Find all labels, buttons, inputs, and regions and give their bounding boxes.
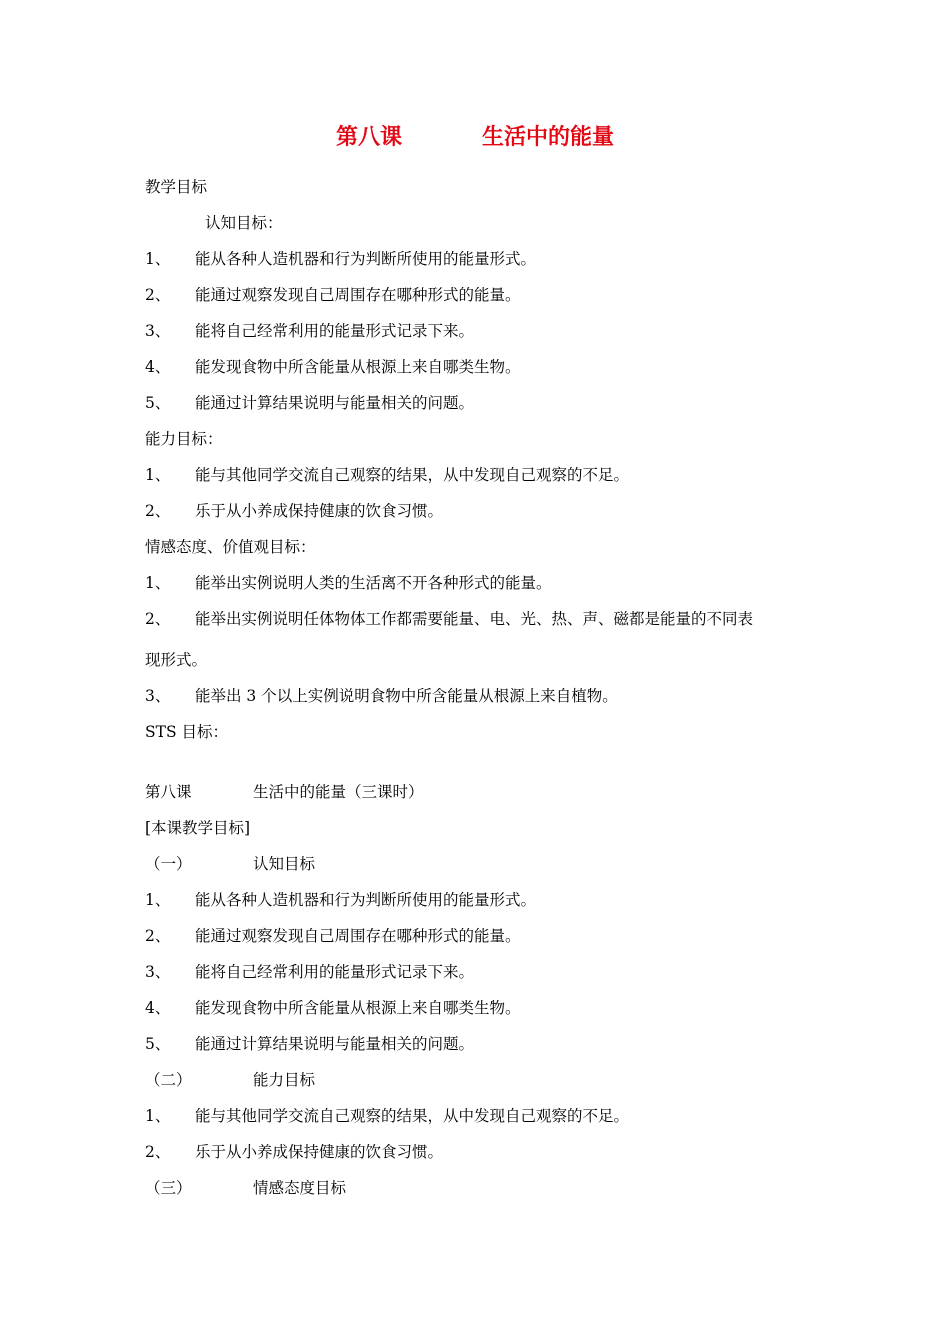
item-number: 2、: [145, 927, 171, 945]
item-number: 3、: [145, 963, 171, 981]
item-number: 5、: [145, 394, 171, 412]
ability-heading: 能力目标：: [145, 430, 223, 448]
lesson-number: 第八课: [145, 783, 192, 801]
lesson-goals-heading: [本课教学目标]: [145, 819, 251, 837]
item-number: 5、: [145, 1035, 171, 1053]
item-text: 能通过计算结果说明与能量相关的问题。: [195, 394, 475, 412]
list-item-continuation: 现形式。: [145, 651, 208, 669]
item-number: 4、: [145, 999, 171, 1017]
item-number: 3、: [145, 322, 171, 340]
item-number: 1、: [145, 574, 171, 592]
item-text: 能从各种人造机器和行为判断所使用的能量形式。: [195, 250, 537, 268]
section-number: （二）: [145, 1071, 192, 1089]
item-text: 乐于从小养成保持健康的饮食习惯。: [195, 502, 444, 520]
item-text: 能将自己经常利用的能量形式记录下来。: [195, 322, 475, 340]
item-text: 能与其他同学交流自己观察的结果，从中发现自己观察的不足。: [195, 1107, 630, 1125]
item-number: 2、: [145, 610, 171, 628]
section-number: （一）: [145, 855, 192, 873]
item-number: 1、: [145, 466, 171, 484]
page-title: [0, 120, 950, 154]
item-text: 能将自己经常利用的能量形式记录下来。: [195, 963, 475, 981]
item-number: 2、: [145, 1143, 171, 1161]
section-number: （三）: [145, 1179, 192, 1197]
cognitive-heading: 认知目标：: [205, 214, 283, 232]
sts-heading: STS 目标：: [145, 723, 229, 741]
goals-heading: 教学目标: [145, 178, 208, 196]
item-number: 1、: [145, 250, 171, 268]
section-title: 情感态度目标: [253, 1179, 347, 1197]
item-text: 能与其他同学交流自己观察的结果，从中发现自己观察的不足。: [195, 466, 630, 484]
item-text: 能发现食物中所含能量从根源上来自哪类生物。: [195, 358, 521, 376]
section-title: 能力目标: [253, 1071, 316, 1089]
item-number: 3、: [145, 687, 171, 705]
item-text: 能从各种人造机器和行为判断所使用的能量形式。: [195, 891, 537, 909]
item-text: 能发现食物中所含能量从根源上来自哪类生物。: [195, 999, 521, 1017]
item-text: 乐于从小养成保持健康的饮食习惯。: [195, 1143, 444, 1161]
title-lesson-name: 生活中的能量: [482, 125, 615, 150]
title-lesson-number: 第八课: [336, 125, 403, 150]
item-text: 能举出实例说明任体物体工作都需要能量、电、光、热、声、磁都是能量的不同表: [195, 610, 754, 628]
item-number: 2、: [145, 502, 171, 520]
item-number: 4、: [145, 358, 171, 376]
item-text: 能举出 3 个以上实例说明食物中所含能量从根源上来自植物。: [195, 687, 618, 705]
item-number: 1、: [145, 1107, 171, 1125]
item-number: 2、: [145, 286, 171, 304]
emotion-heading: 情感态度、价值观目标：: [145, 538, 316, 556]
item-text: 能通过观察发现自己周围存在哪种形式的能量。: [195, 286, 521, 304]
item-text: 能举出实例说明人类的生活离不开各种形式的能量。: [195, 574, 552, 592]
item-text: 能通过计算结果说明与能量相关的问题。: [195, 1035, 475, 1053]
section-title: 认知目标: [253, 855, 316, 873]
item-text: 能通过观察发现自己周围存在哪种形式的能量。: [195, 927, 521, 945]
lesson-name: 生活中的能量（三课时）: [253, 783, 424, 801]
item-number: 1、: [145, 891, 171, 909]
